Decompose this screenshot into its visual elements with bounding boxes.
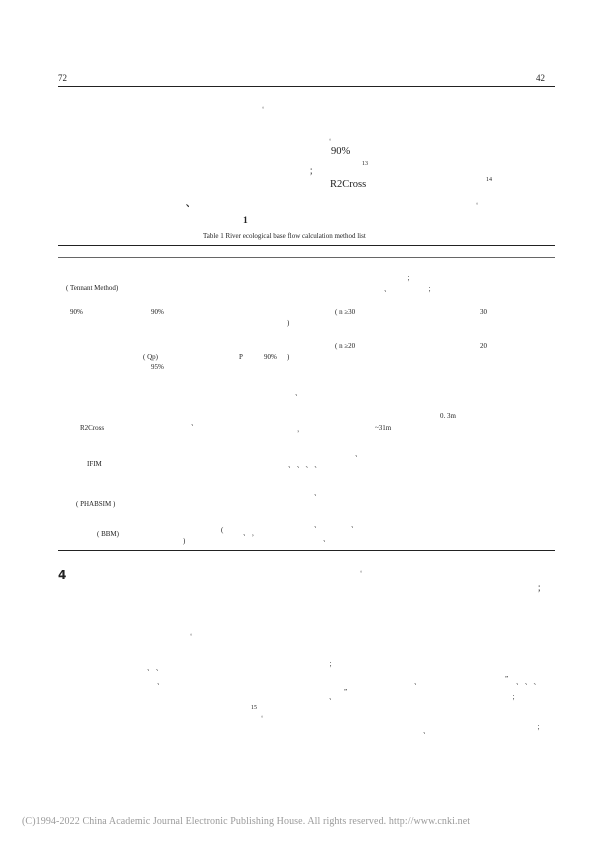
cell-sequence: 、 ，: [243, 529, 259, 537]
body-dun: 、: [186, 199, 196, 209]
body-dun: 、: [157, 678, 164, 686]
cell-method-ifim: IFIM: [87, 460, 102, 468]
cell-semicolon: ；: [407, 274, 414, 282]
cell-method-bbm: ( BBM): [97, 530, 119, 538]
section-4-number: 4: [58, 568, 67, 582]
cell-dun: 、: [314, 489, 321, 497]
cell-method-tennant: ( Tennant Method): [66, 284, 119, 292]
body-semicolon: ；: [537, 723, 544, 731]
cell-percent: 90%: [264, 353, 277, 361]
body-dun: 、: [329, 693, 336, 701]
page-number: 72: [58, 73, 67, 83]
cell-bracket: ): [183, 537, 186, 545]
citation-14: 14: [486, 177, 492, 183]
cell-dun: 、: [355, 450, 362, 458]
cell-dun: 、: [351, 521, 358, 529]
cell-width: ~31m: [375, 424, 392, 432]
body-mark: 。: [476, 200, 483, 206]
cell-years: 20: [480, 342, 487, 350]
cell-method-r2cross: R2Cross: [80, 424, 105, 432]
cell-condition: ( n ≥20: [335, 342, 356, 350]
body-quote: ”: [344, 688, 348, 696]
cell-bracket: ): [287, 319, 290, 327]
table-top-rule: [58, 245, 555, 246]
body-dun: 、: [414, 678, 421, 686]
body-method-r2cross: R2Cross: [330, 179, 367, 190]
cell-p: P: [239, 353, 243, 361]
body-semicolon: ；: [512, 693, 519, 701]
cell-depth: 0. 3m: [440, 412, 456, 420]
copyright-footer: (C)1994-2022 China Academic Journal Electronic Publishing House. All rights reserved. http://www.cnki.net: [22, 816, 471, 827]
cell-dun: 、: [314, 521, 321, 529]
cell-condition: ( n ≥30: [335, 308, 356, 316]
cell-dun: 、: [295, 389, 302, 397]
issue-number: 42: [536, 73, 545, 83]
body-dun: 、: [423, 727, 430, 735]
cell-dun: 、: [384, 285, 391, 293]
cell-method-phabsim: ( PHABSIM ): [76, 500, 116, 508]
table-label: 1: [243, 216, 248, 226]
cell-comma: ，: [297, 425, 304, 433]
table-bottom-rule: [58, 550, 555, 551]
cell-percent: 90%: [70, 308, 83, 316]
cell-years: 30: [480, 308, 487, 316]
cell-semicolon: ；: [428, 285, 435, 293]
body-mark: 。: [262, 104, 269, 110]
cell-dun: 、: [323, 535, 330, 543]
body-dun-seq: 、 、: [147, 664, 163, 672]
cell-sequence: 、 、 、 、: [288, 461, 322, 469]
body-quote: ”: [505, 675, 509, 683]
cell-qp: ( Qp): [143, 353, 158, 361]
citation-13: 13: [362, 161, 368, 167]
table-caption: Table 1 River ecological base flow calculation method list: [203, 232, 366, 240]
body-semicolon: ；: [537, 584, 547, 594]
body-dun-seq: 、 、 、: [516, 678, 541, 686]
body-mark: 。: [329, 136, 336, 142]
cell-dun: 、: [191, 419, 198, 427]
body-semicolon: ；: [309, 167, 319, 177]
body-semicolon: ；: [329, 660, 336, 668]
cell-percent: 90%: [151, 308, 164, 316]
table-header-rule: [58, 257, 555, 258]
cell-bracket: ): [287, 353, 290, 361]
cell-percent: 95%: [151, 363, 164, 371]
cell-bracket: (: [221, 526, 224, 534]
body-percent: 90%: [331, 146, 351, 157]
body-mark: 。: [190, 631, 197, 637]
body-mark: 。: [261, 713, 268, 719]
header-rule: [58, 86, 555, 87]
citation-15: 15: [251, 705, 257, 711]
body-mark: 。: [360, 568, 367, 574]
